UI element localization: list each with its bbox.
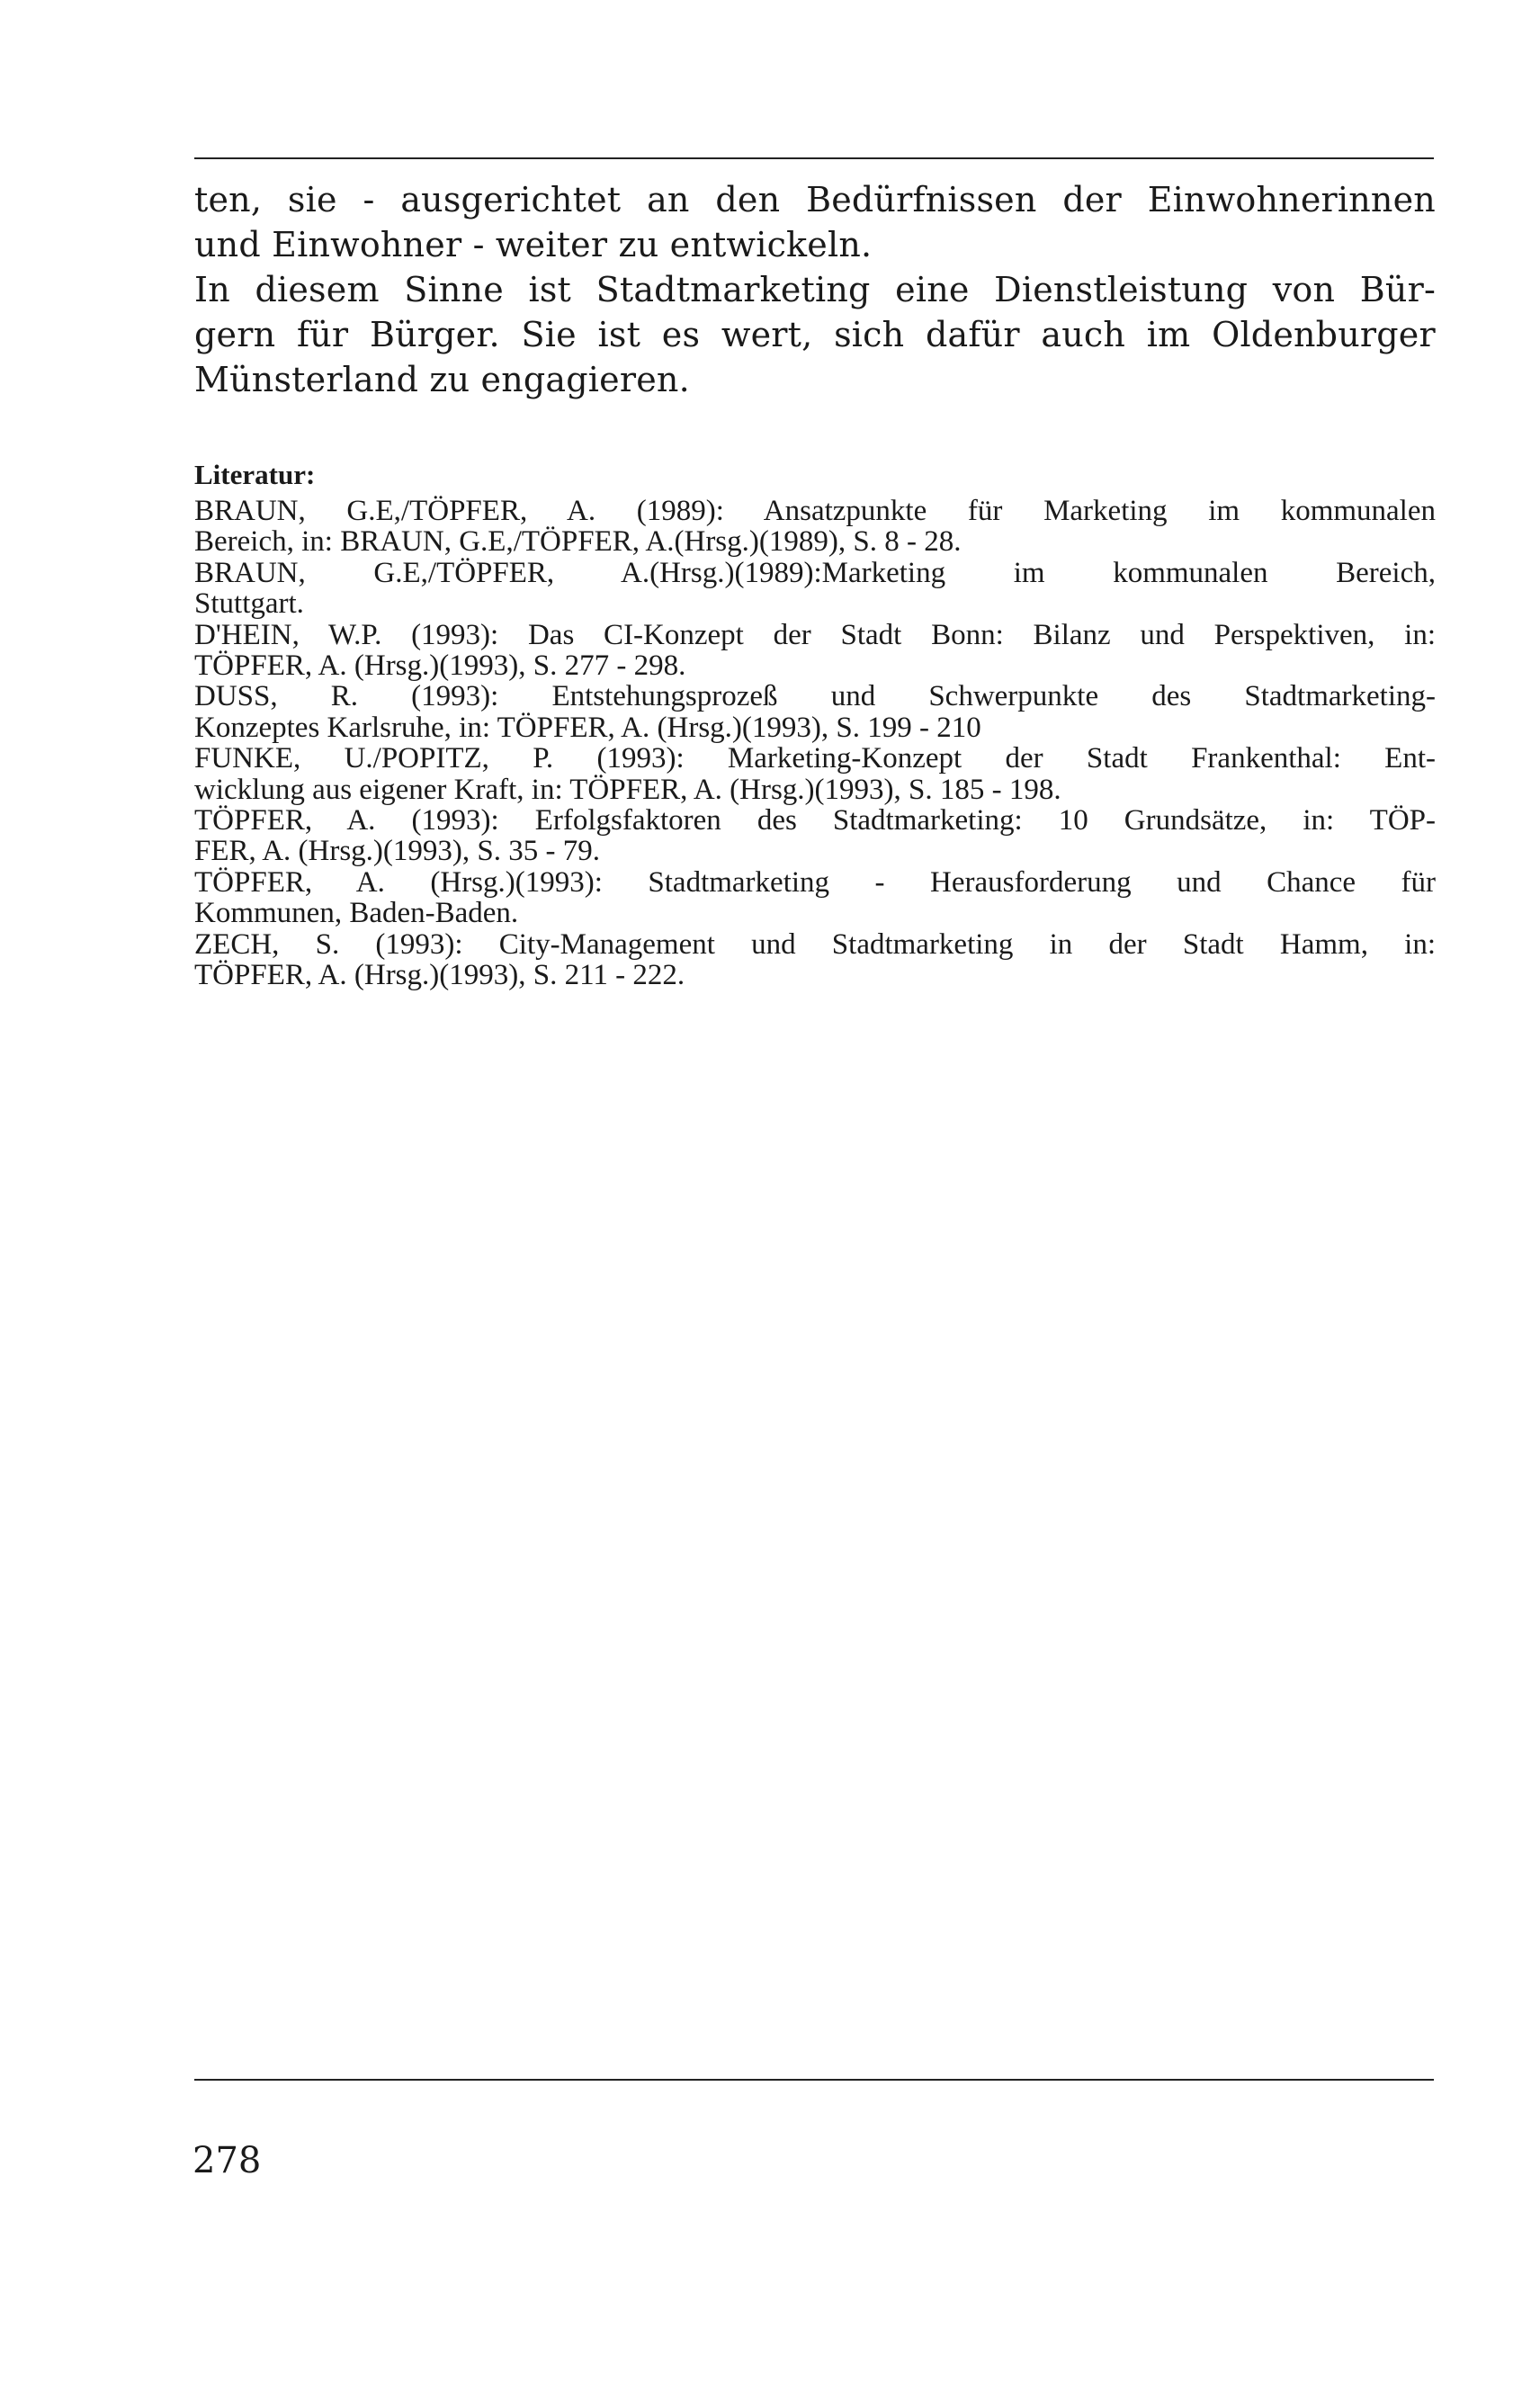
reference-line: FER, A. (Hrsg.)(1993), S. 35 - 79. — [194, 835, 600, 868]
reference-line: FUNKE, U./POPITZ, P. (1993): Marketing-Konzept der Stadt Frankenthal: Ent- — [194, 742, 1436, 775]
body-line: gern für Bürger. Sie ist es wert, sich dafür auch im Oldenburger — [194, 315, 1436, 354]
body-line: und Einwohner - weiter zu entwickeln. — [194, 225, 873, 264]
reference-line: BRAUN, G.E,/TÖPFER, A. (1989): Ansatzpunkte für Marketing im kommunalen — [194, 495, 1436, 527]
reference-line: Bereich, in: BRAUN, G.E,/TÖPFER, A.(Hrsg.)(1989), S. 8 - 28. — [194, 525, 962, 559]
reference-line: D'HEIN, W.P. (1993): Das CI-Konzept der Stadt Bonn: Bilanz und Perspektiven, in: — [194, 618, 1436, 651]
literature-section — [194, 457, 1436, 991]
body-line: Münsterland zu engagieren. — [194, 360, 690, 399]
bottom-rule — [194, 2079, 1434, 2081]
reference-line: TÖPFER, A. (1993): Erfolgsfaktoren des Stadtmarketing: 10 Grundsätze, in: TÖP- — [194, 804, 1436, 837]
reference-line: TÖPFER, A. (Hrsg.)(1993): Stadtmarketing - Herausforderung und Chance für — [194, 865, 1436, 899]
body-paragraphs — [194, 177, 1436, 402]
reference-line: Konzeptes Karlsruhe, in: TÖPFER, A. (Hrsg.)(1993), S. 199 - 210 — [194, 711, 981, 744]
reference-line: TÖPFER, A. (Hrsg.)(1993), S. 211 - 222. — [194, 959, 685, 992]
reference-line: Kommunen, Baden-Baden. — [194, 897, 519, 930]
body-line: In diesem Sinne ist Stadtmarketing eine Dienstleistung von Bür- — [194, 270, 1436, 309]
reference-line: wicklung aus eigener Kraft, in: TÖPFER, A. (Hrsg.)(1993), S. 185 - 198. — [194, 773, 1061, 806]
page-number: 278 — [192, 2140, 262, 2181]
body-line: ten, sie - ausgerichtet an den Bedürfnissen der Einwohnerinnen — [194, 180, 1436, 219]
top-rule — [194, 157, 1434, 159]
reference-line: BRAUN, G.E,/TÖPFER, A.(Hrsg.)(1989):Marketing im kommunalen Bereich, — [194, 556, 1436, 589]
literature-heading: Literatur: — [194, 459, 316, 490]
reference-line: Stuttgart. — [194, 587, 304, 621]
reference-line: ZECH, S. (1993): City-Management und Stadtmarketing in der Stadt Hamm, in: — [194, 927, 1436, 961]
reference-line: DUSS, R. (1993): Entstehungsprozeß und Schwerpunkte des Stadtmarketing- — [194, 680, 1436, 713]
reference-line: TÖPFER, A. (Hrsg.)(1993), S. 277 - 298. — [194, 649, 686, 683]
